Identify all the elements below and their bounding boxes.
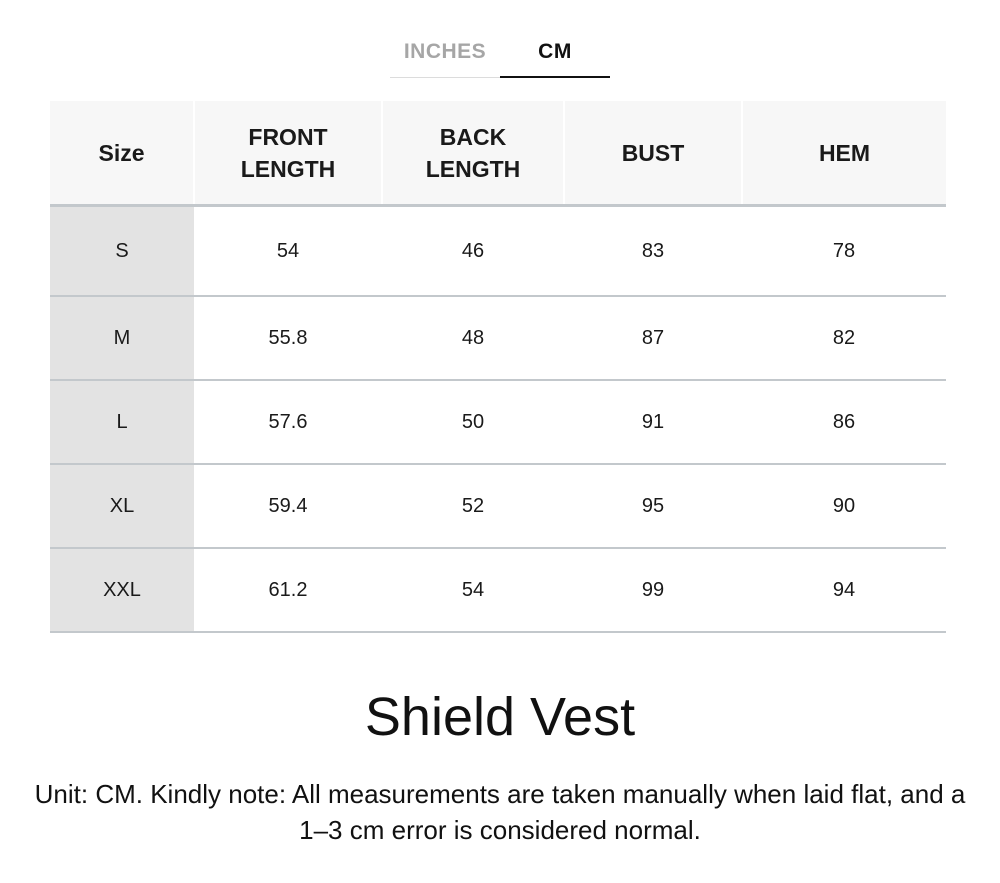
size-cell: XXL <box>50 548 194 632</box>
front-length-cell: 61.2 <box>194 548 382 632</box>
table-row <box>50 464 946 548</box>
front-length-cell: 55.8 <box>194 296 382 380</box>
front-length-cell: 54 <box>194 206 382 297</box>
header-size: Size <box>50 101 194 206</box>
hem-cell: 94 <box>742 548 946 632</box>
table-row <box>50 380 946 464</box>
size-cell: S <box>50 206 194 297</box>
bust-cell: 87 <box>564 296 742 380</box>
bust-cell: 99 <box>564 548 742 632</box>
size-cell: M <box>50 296 194 380</box>
size-cell: L <box>50 380 194 464</box>
bust-cell: 91 <box>564 380 742 464</box>
hem-cell: 82 <box>742 296 946 380</box>
table-row <box>50 548 946 632</box>
hem-cell: 90 <box>742 464 946 548</box>
header-back-length: BACK LENGTH <box>382 101 564 206</box>
tab-cm[interactable]: CM <box>500 34 610 78</box>
hem-cell: 86 <box>742 380 946 464</box>
back-length-cell: 54 <box>382 548 564 632</box>
table-header-row <box>50 101 946 206</box>
front-length-cell: 57.6 <box>194 380 382 464</box>
size-cell: XL <box>50 464 194 548</box>
front-length-cell: 59.4 <box>194 464 382 548</box>
header-hem: HEM <box>742 101 946 206</box>
header-front-length: FRONT LENGTH <box>194 101 382 206</box>
bust-cell: 83 <box>564 206 742 297</box>
unit-tabs <box>390 34 610 78</box>
table-row <box>50 206 946 297</box>
back-length-cell: 46 <box>382 206 564 297</box>
back-length-cell: 52 <box>382 464 564 548</box>
bust-cell: 95 <box>564 464 742 548</box>
size-chart-table <box>50 101 946 633</box>
measurement-note: Unit: CM. Kindly note: All measurements are taken manually when laid flat, and a 1–3 cm error is considered normal. <box>34 779 966 845</box>
product-title: Shield Vest <box>364 687 636 747</box>
hem-cell: 78 <box>742 206 946 297</box>
back-length-cell: 50 <box>382 380 564 464</box>
table-row <box>50 296 946 380</box>
tab-inches[interactable]: INCHES <box>390 34 500 78</box>
back-length-cell: 48 <box>382 296 564 380</box>
header-bust: BUST <box>564 101 742 206</box>
